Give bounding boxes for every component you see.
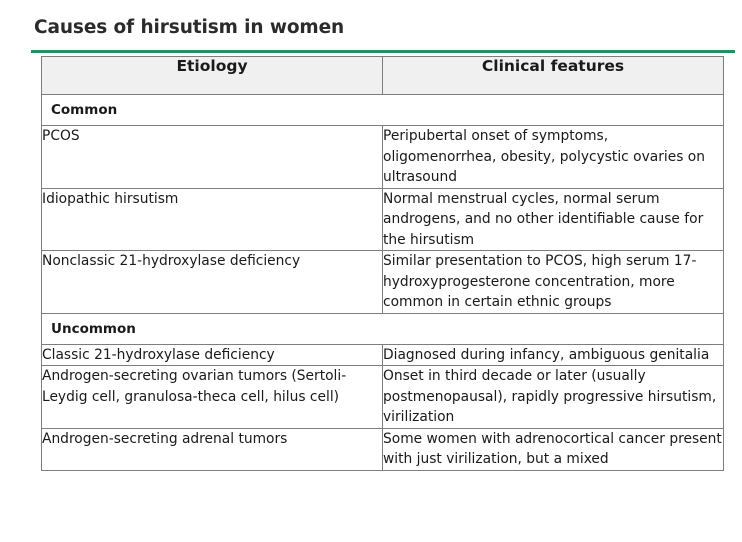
clinical-features-cell: Some women with adrenocortical cancer present with just virilization, but a mixed bbox=[383, 428, 724, 470]
title-underline-rule bbox=[31, 50, 735, 53]
column-header-clinical-features: Clinical features bbox=[383, 57, 724, 95]
table-row bbox=[42, 428, 724, 470]
table-row bbox=[42, 251, 724, 314]
clinical-features-cell: Onset in third decade or later (usually postmenopausal), rapidly progressive hirsutism, virilization bbox=[383, 366, 724, 429]
table-row bbox=[42, 366, 724, 429]
etiology-cell: Androgen-secreting ovarian tumors (Sertoli-Leydig cell, granulosa-theca cell, hilus cell) bbox=[42, 366, 383, 429]
table-row bbox=[42, 188, 724, 251]
page-title: Causes of hirsutism in women bbox=[34, 17, 345, 38]
column-header-etiology: Etiology bbox=[42, 57, 383, 95]
hirsutism-causes-table bbox=[41, 56, 724, 471]
etiology-cell: PCOS bbox=[42, 126, 383, 189]
etiology-cell: Nonclassic 21-hydroxylase deficiency bbox=[42, 251, 383, 314]
clinical-features-cell: Normal menstrual cycles, normal serum androgens, and no other identifiable cause for the hirsutism bbox=[383, 188, 724, 251]
etiology-cell: Androgen-secreting adrenal tumors bbox=[42, 428, 383, 470]
clinical-features-cell: Diagnosed during infancy, ambiguous genitalia bbox=[383, 344, 724, 366]
table-row bbox=[42, 126, 724, 189]
section-label: Uncommon bbox=[42, 313, 724, 344]
section-row-common bbox=[42, 95, 724, 126]
section-row-uncommon bbox=[42, 313, 724, 344]
etiology-cell: Classic 21-hydroxylase deficiency bbox=[42, 344, 383, 366]
etiology-cell: Idiopathic hirsutism bbox=[42, 188, 383, 251]
table-row bbox=[42, 344, 724, 366]
clinical-features-cell: Peripubertal onset of symptoms, oligomenorrhea, obesity, polycystic ovaries on ultrasound bbox=[383, 126, 724, 189]
clinical-features-cell: Similar presentation to PCOS, high serum 17-hydroxyprogesterone concentration, more common in certain ethnic groups bbox=[383, 251, 724, 314]
table-header-row bbox=[42, 57, 724, 95]
section-label: Common bbox=[42, 95, 724, 126]
